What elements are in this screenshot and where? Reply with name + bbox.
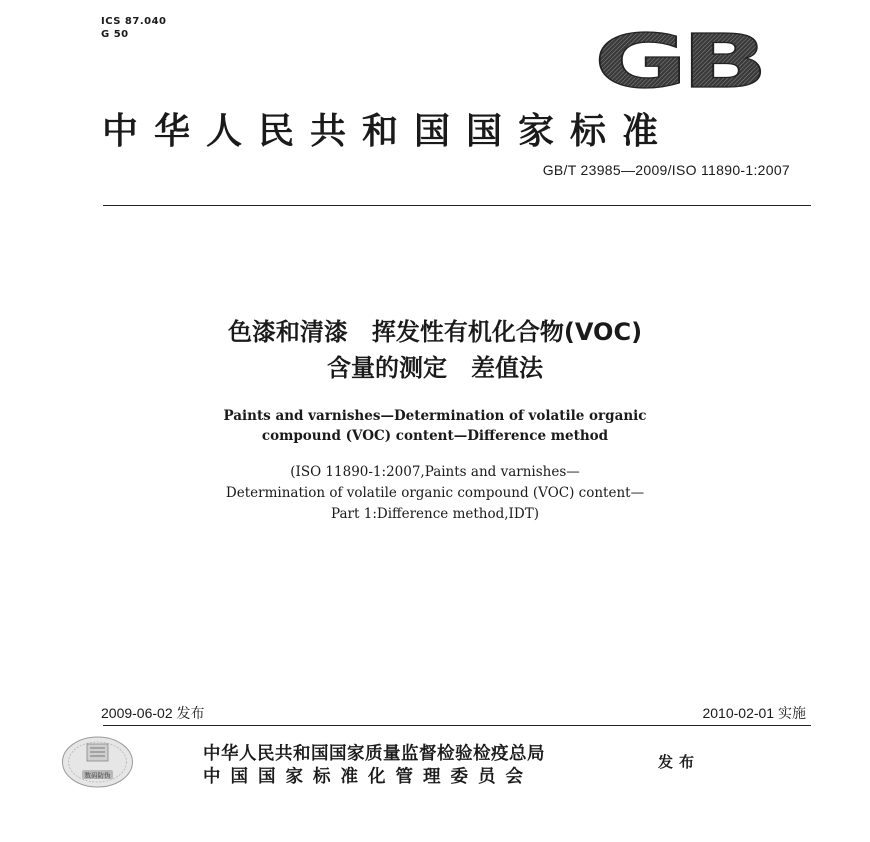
title-cn-line2: 含量的测定 差值法 [327, 354, 543, 382]
anti-counterfeit-seal-icon [60, 735, 135, 789]
iso-reference-line1: (ISO 11890-1:2007,Paints and varnishes— [290, 464, 580, 480]
issuer-line2: 中国国家标准化管理委员会 [203, 767, 533, 787]
seal-text: 数码防伪 [84, 771, 111, 780]
standard-number: GB/T 23985—2009/ISO 11890-1:2007 [542, 162, 790, 178]
iso-reference-line3: Part 1:Difference method,IDT) [331, 506, 539, 522]
iso-reference-line2: Determination of volatile organic compound (VOC) content— [225, 485, 645, 501]
publish-label: 发布 [658, 753, 701, 771]
title-cn-line1: 色漆和清漆 挥发性有机化合物(VOC) [227, 318, 643, 346]
standard-type-title: 中华人民共和国国家标准 [102, 110, 675, 152]
issue-date: 2009-06-02 发布 [101, 705, 205, 721]
title-en-line2: compound (VOC) content—Difference method [261, 428, 609, 444]
ics-code: ICS 87.040 [101, 16, 167, 27]
title-en-line1: Paints and varnishes—Determination of volatile organic [223, 408, 647, 424]
classification-codes [101, 15, 167, 41]
gb-logo [592, 27, 764, 91]
ccs-code: G 50 [101, 29, 129, 40]
top-divider [103, 205, 811, 206]
issuer-line1: 中华人民共和国国家质量监督检验检疫总局 [203, 744, 545, 764]
bottom-divider [103, 725, 811, 726]
implementation-date: 2010-02-01 实施 [702, 705, 806, 721]
logo-text: GB [594, 27, 762, 91]
